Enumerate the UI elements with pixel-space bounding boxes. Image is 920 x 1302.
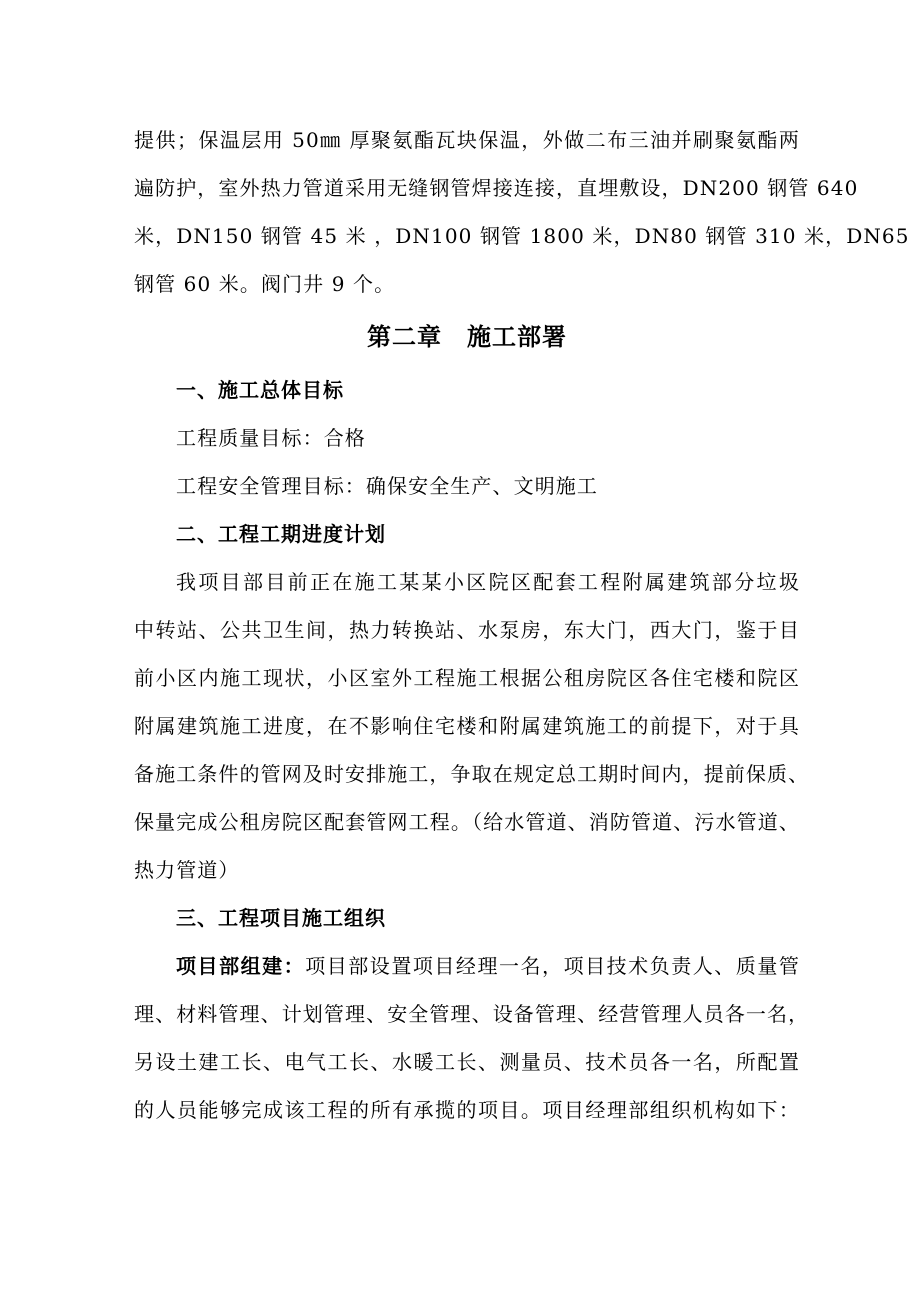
organization-lead-rest: 项目部设置项目经理一名，项目技术负责人、质量管 bbox=[305, 954, 800, 978]
document-page bbox=[134, 116, 910, 1134]
safety-goal-line: 工程安全管理目标：确保安全生产、文明施工 bbox=[176, 474, 598, 498]
schedule-line-6: 保量完成公租房院区配套管网工程。（给水管道、消防管道、污水管道、 bbox=[134, 810, 800, 834]
intro-line-2: 遍防护，室外热力管道采用无缝钢管焊接连接，直埋敷设，DN200 钢管 640 bbox=[134, 176, 859, 200]
intro-line-3: 米，DN150 钢管 45 米 ，DN100 钢管 1800 米，DN80 钢管 310 米，DN65 bbox=[134, 224, 910, 248]
organization-line-2: 理、材料管理、计划管理、安全管理、设备管理、经营管理人员各一名， bbox=[134, 1002, 810, 1026]
section-heading-goals: 一、施工总体目标 bbox=[176, 378, 344, 402]
schedule-line-2: 中转站、公共卫生间，热力转换站、水泵房，东大门，西大门，鉴于目 bbox=[134, 618, 800, 642]
organization-lead-bold: 项目部组建： bbox=[176, 954, 306, 978]
schedule-line-7: 热力管道） bbox=[134, 858, 240, 882]
section-heading-schedule: 二、工程工期进度计划 bbox=[176, 522, 386, 546]
organization-line-4: 的人员能够完成该工程的所有承揽的项目。项目经理部组织机构如下： bbox=[134, 1098, 800, 1122]
schedule-line-3: 前小区内施工现状，小区室外工程施工根据公租房院区各住宅楼和院区 bbox=[134, 666, 800, 690]
chapter-title: 第二章 施工部署 bbox=[367, 323, 567, 351]
section-heading-organization: 三、工程项目施工组织 bbox=[176, 906, 386, 930]
intro-line-1: 提供；保温层用 50㎜ 厚聚氨酯瓦块保温，外做二布三油并刷聚氨酯两 bbox=[134, 128, 800, 152]
organization-line-1 bbox=[134, 942, 800, 990]
quality-goal-line: 工程质量目标：合格 bbox=[176, 426, 366, 450]
schedule-line-1: 我项目部目前正在施工某某小区院区配套工程附属建筑部分垃圾 bbox=[176, 570, 800, 594]
organization-line-3: 另设土建工长、电气工长、水暖工长、测量员、技术员各一名，所配置 bbox=[134, 1050, 800, 1074]
schedule-line-5: 备施工条件的管网及时安排施工，争取在规定总工期时间内，提前保质、 bbox=[134, 762, 810, 786]
schedule-line-4: 附属建筑施工进度，在不影响住宅楼和附属建筑施工的前提下，对于具 bbox=[134, 714, 800, 738]
intro-line-4: 钢管 60 米。阀门井 9 个。 bbox=[134, 272, 396, 296]
